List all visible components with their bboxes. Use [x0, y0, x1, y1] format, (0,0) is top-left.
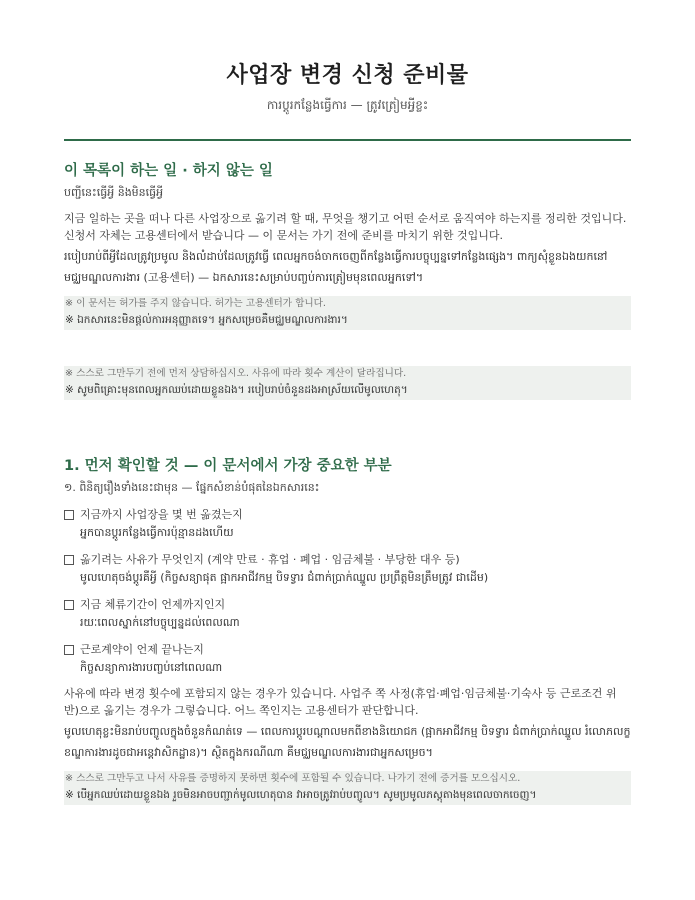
document-subtitle: ការប្ដូរកន្លែងធ្វើការ — ត្រូវត្រៀមអ្វីខ្លះ: [266, 98, 429, 112]
intro-paragraph-ko: 지금 일하는 곳을 떠나 다른 사업장으로 옮기려 할 때, 무엇을 챙기고 어떤 순서로 움직여야 하는지를 정리한 것입니다. 신청서 자체는 고용센터에서 받습니다 — 이 문서는 가기 전에 준비를 마치기 위한 것입니다.: [64, 212, 627, 242]
checklist-item-km: កិច្ចសន្យាការងារបញ្ចប់នៅពេលណា: [80, 661, 223, 674]
note-text-ko: ※ 이 문서는 허가를 주지 않습니다. 허가는 고용센터가 합니다.: [65, 298, 326, 309]
checklist-item-ko: 지금까지 사업장을 몇 번 옮겼는지: [80, 508, 243, 521]
checklist-item-km: មូលហេតុចង់ប្ដូរគឺអ្វី (កិច្ចសន្យាផុត ផ្អាកអាជីវកម្ម បិទទ្វារ ជំពាក់ប្រាក់ឈ្នួល ប្រព្រឹត្តមិនត្រឹមត្រូវ ជាដើម): [80, 571, 489, 584]
checklist-item-km: រយៈពេលស្នាក់នៅបច្ចុប្បន្នដល់ពេលណា: [80, 616, 240, 629]
intro-paragraph-km: របៀបរាប់ពីអ្វីដែលត្រូវប្រមូល និងលំដាប់ដែលត្រូវធ្វើ ពេលអ្នកចង់ចាកចេញពីកន្លែងធ្វើការបច្ចុប្បន្នទៅកន្លែងផ្សេង។ ពាក្យសុំខ្លួនឯងយកនៅមជ្ឈមណ្ឌលការងារ (고용센터) — ឯកសារនេះសម្រាប់បញ្ចប់ការត្រៀមមុនពេលអ្នកទៅ។: [64, 250, 608, 284]
checkbox-icon[interactable]: [64, 510, 74, 520]
title-divider: [64, 139, 631, 141]
section1-heading-km: ១. ពិនិត្យរឿងទាំងនេះជាមុន — ផ្នែកសំខាន់បំផុតនៃឯកសារនេះ: [64, 481, 320, 494]
intro-heading: 이 목록이 하는 일 · 하지 않는 일: [64, 163, 273, 179]
checklist-item-ko: 지금 체류기간이 언제까지인지: [80, 598, 226, 611]
note-text-km: ※ បើអ្នកឈប់ដោយខ្លួនឯង រួចមិនអាចបញ្ជាក់មូលហេតុបាន វាអាចត្រូវរាប់បញ្ចូល។ សូមប្រមូលភស្តុតាងមុនពេលចាកចេញ។: [65, 789, 537, 801]
checkbox-icon[interactable]: [64, 555, 74, 565]
checklist-item-ko: 근로계약이 언제 끝나는지: [80, 643, 204, 656]
section1-heading: 1. 먼저 확인할 것 — 이 문서에서 가장 중요한 부분: [64, 458, 392, 474]
document-title: 사업장 변경 신청 준비물: [226, 63, 469, 88]
checkbox-icon[interactable]: [64, 600, 74, 610]
note-text-ko: ※ 스스로 그만두기 전에 먼저 상담하십시오. 사유에 따라 횟수 계산이 달라집니다.: [65, 368, 407, 379]
checkbox-icon[interactable]: [64, 645, 74, 655]
checklist-item: [64, 597, 631, 632]
checklist-item-ko: 옮기려는 사유가 무엇인지 (계약 만료 · 휴업 · 폐업 · 임금체불 · 부당한 대우 등): [80, 553, 460, 566]
document-page: [64, 0, 631, 805]
note-text-km: ※ សូមពិគ្រោះមុនពេលអ្នកឈប់ដោយខ្លួនឯង។ របៀបរាប់ចំនួនដងអាស្រ័យលើមូលហេតុ។: [65, 384, 408, 396]
intro-note-consult: [64, 366, 631, 400]
intro-note-permission: [64, 296, 631, 330]
note-text-ko: ※ 스스로 그만두고 나서 사유를 증명하지 못하면 횟수에 포함될 수 있습니다. 나가기 전에 증거를 모으십시오.: [65, 773, 521, 784]
section1-paragraph-km: មូលហេតុខ្លះមិនរាប់បញ្ចូលក្នុងចំនួនកំណត់ទេ — ពេលការប្ដូរបណ្ដាលមកពីខាងនិយោជក (ផ្អាកអាជីវកម្ម បិទទ្វារ ជំពាក់ប្រាក់ឈ្នួល រំលោភលក្ខខណ្ឌការងារដូចជាអន្តេវាសិកដ្ឋាន)។ ស្ថិតក្នុងករណីណា គឺមជ្ឈមណ្ឌលការងារជាអ្នកសម្រេច។: [64, 725, 631, 759]
checklist-item: [64, 507, 631, 542]
note-text-km: ※ ឯកសារនេះមិនផ្ដល់ការអនុញ្ញាតទេ។ អ្នកសម្រេចគឺមជ្ឈមណ្ឌលការងារ។: [65, 314, 348, 326]
section1-note-evidence: [64, 771, 631, 805]
checklist-item: [64, 642, 631, 677]
section1-paragraph-ko: 사유에 따라 변경 횟수에 포함되지 않는 경우가 있습니다. 사업주 쪽 사정(휴업·폐업·임금체불·기숙사 등 근로조건 위반)으로 옮기는 경우가 그렇습니다. 어느 쪽인지는 고용센터가 판단합니다.: [64, 687, 617, 717]
checklist-item-km: អ្នកបានប្ដូរកន្លែងធ្វើការប៉ុន្មានដងហើយ: [80, 526, 234, 539]
checklist-item: [64, 552, 631, 587]
intro-heading-km: បញ្ជីនេះធ្វើអ្វី និងមិនធ្វើអ្វី: [64, 186, 164, 199]
